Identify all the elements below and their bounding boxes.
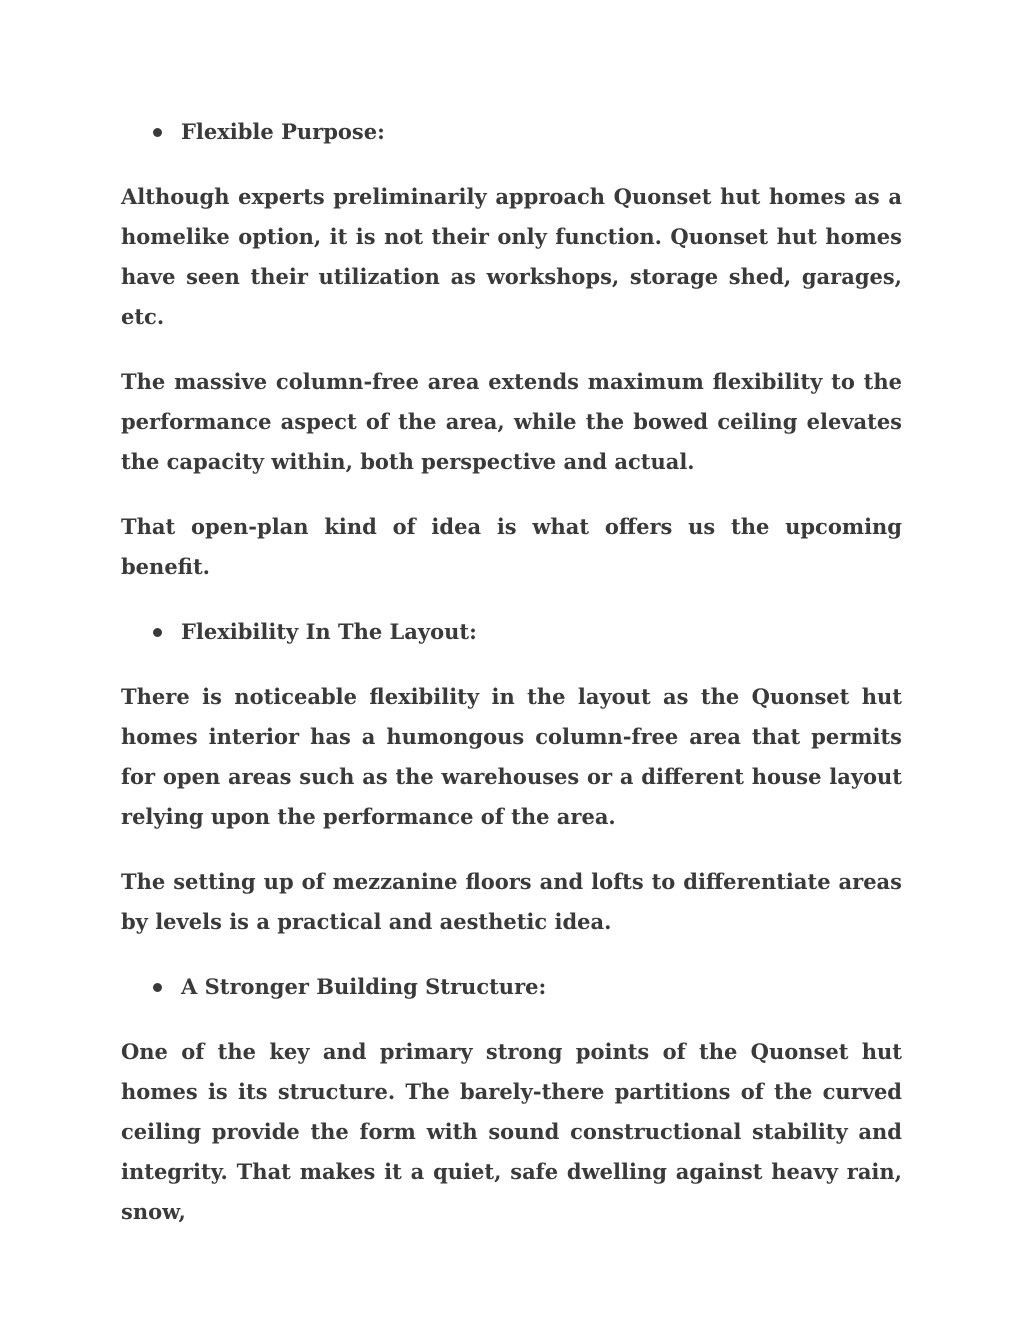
paragraph-structure: One of the key and primary strong points of the Quonset hut homes is its structure. The barely-there partitions of the curved ceiling provide the form with sound constructional stability and integrity. That makes it a quiet, safe dwelling against heavy rain, snow, [121, 1039, 902, 1224]
bullet-label: Flexible Purpose: [181, 119, 385, 144]
bullet-flexibility-layout [153, 612, 902, 652]
paragraph-mezzanine: The setting up of mezzanine floors and lofts to differentiate areas by levels is a practical and aesthetic idea. [121, 869, 902, 934]
paragraph-column-free: The massive column-free area extends maximum flexibility to the performance aspect of the area, while the bowed ceiling elevates the capacity within, both perspective and actual. [121, 369, 902, 474]
paragraph-open-plan: That open-plan kind of idea is what offers us the upcoming benefit. [121, 514, 902, 579]
bullet-flexible-purpose [153, 112, 902, 152]
document-page [121, 112, 902, 1232]
bullet-dot-icon [153, 628, 162, 637]
bullet-dot-icon [153, 983, 162, 992]
bullet-label: Flexibility In The Layout: [181, 619, 477, 644]
paragraph-layout: There is noticeable flexibility in the layout as the Quonset hut homes interior has a humongous column-free area that permits for open areas such as the warehouses or a different house layout relying upon the performance of the area. [121, 684, 902, 829]
bullet-label: A Stronger Building Structure: [181, 974, 547, 999]
bullet-dot-icon [153, 128, 162, 137]
bullet-stronger-structure [153, 967, 902, 1007]
paragraph-purpose: Although experts preliminarily approach Quonset hut homes as a homelike option, it is not their only function. Quonset hut homes have seen their utilization as workshops, storage shed, garages, etc. [121, 184, 902, 329]
